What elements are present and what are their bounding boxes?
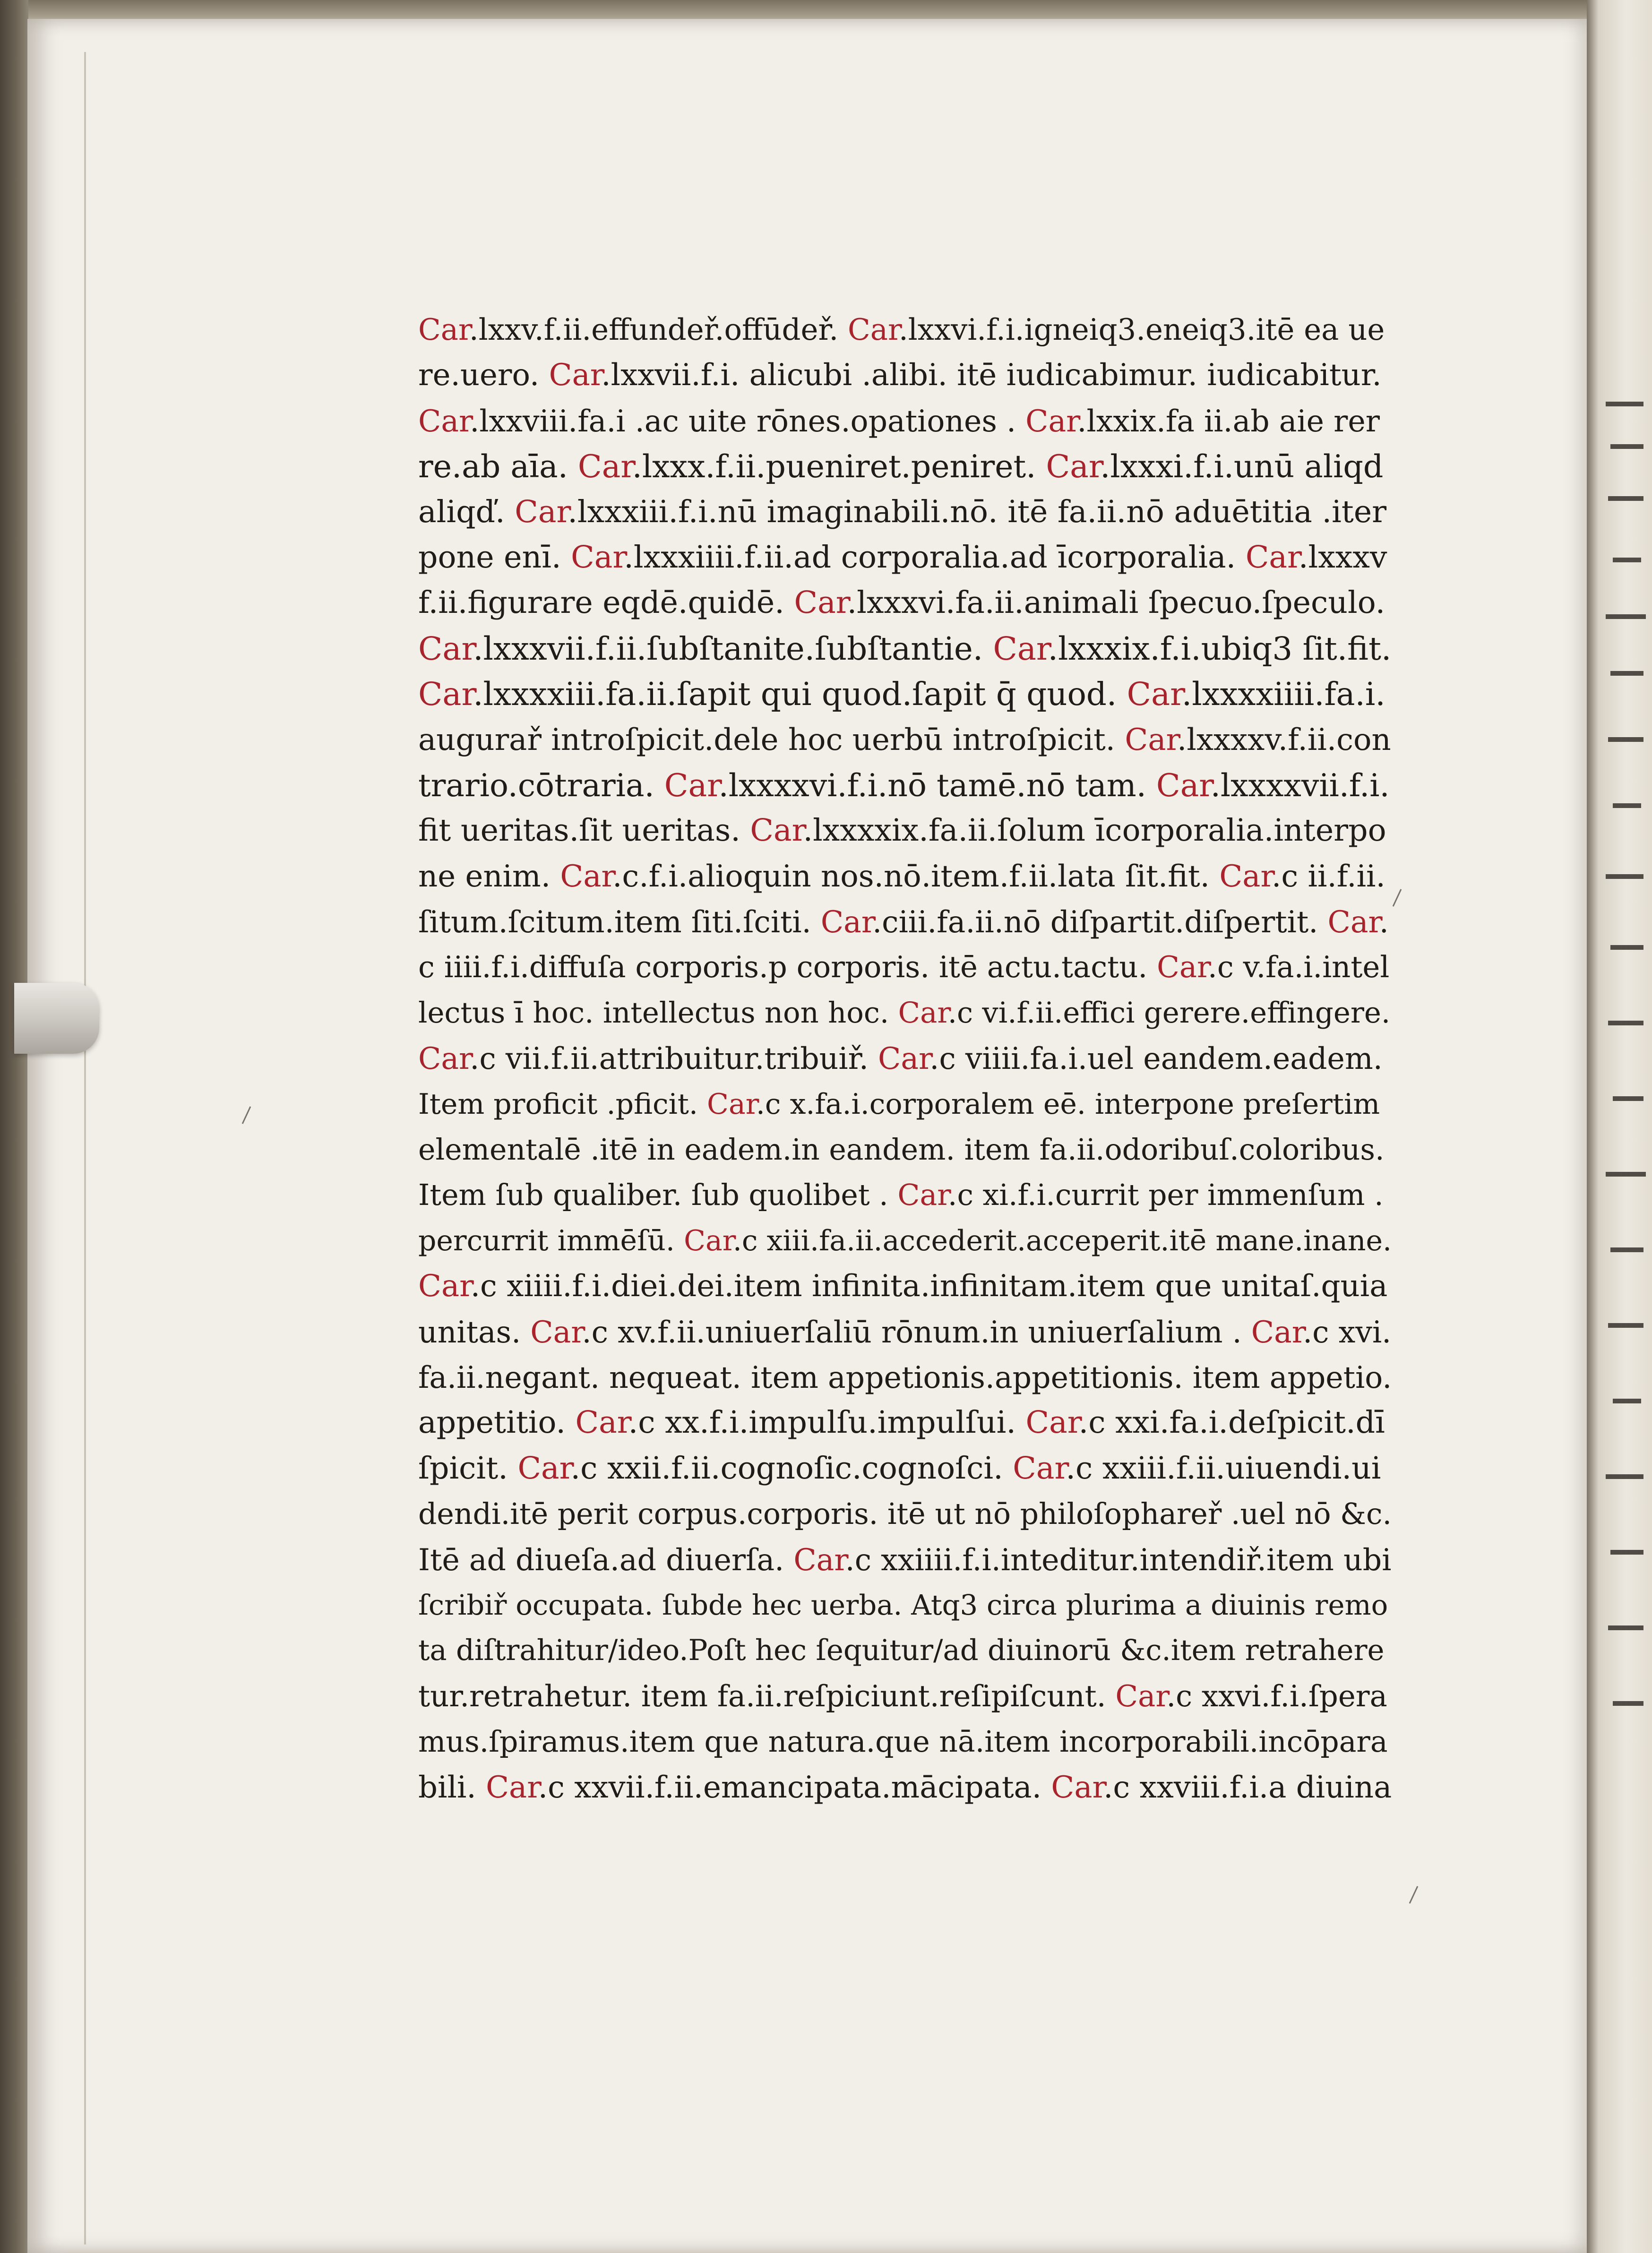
- rubric-marker: Car: [1157, 950, 1208, 985]
- text-line: appetitio. Car.c xx.f.i.impulſu.impulſui. Car.c xxi.fa.i.deſpicit.dī: [418, 1405, 1385, 1441]
- rubric-marker: Car: [1219, 859, 1272, 894]
- rubric-marker: Car: [560, 859, 613, 894]
- rubric-marker: Car: [575, 1405, 628, 1441]
- rubric-marker: Car: [530, 1314, 582, 1350]
- rubric-marker: Car: [549, 358, 602, 393]
- adjacent-page: [1587, 0, 1652, 2253]
- rubric-marker: Car: [486, 1770, 538, 1805]
- text-line: ta diſtrahitur/ideo.Poſt hec ſequitur/ad diuinorū &c.item retrahere: [418, 1634, 1385, 1668]
- rubric-marker: Car: [517, 1450, 571, 1486]
- show-through-mark: [1606, 614, 1646, 619]
- rubric-marker: Car: [793, 1542, 845, 1577]
- text-line: unitas. Car.c xv.f.ii.uniuerſaliū rōnum.in uniuerſalium . Car.c xvi.: [418, 1314, 1392, 1350]
- rubric-marker: Car: [1156, 766, 1211, 804]
- text-line: c iiii.f.i.diffuſa corporis.p corporis. itē actu.tactu. Car.c v.fa.i.intel: [418, 950, 1390, 985]
- rubric-marker: Car: [878, 1041, 930, 1076]
- text-line: ſitum.ſcitum.item ſiti.ſciti. Car.ciii.fa.ii.nō diſpartit.diſpertit. Car.: [418, 904, 1389, 940]
- rubric-marker: Car: [794, 585, 847, 621]
- rubric-marker: Car: [848, 312, 899, 347]
- text-line: augurař introſpicit.dele hoc uerbū introſpicit. Car.lxxxxv.f.ii.con: [418, 722, 1391, 757]
- text-line: re.ab aīa. Car.lxxx.f.ii.pueniret.peniret. Car.lxxxi.f.i.unū aliqd: [418, 448, 1384, 485]
- text-line: Item proficit .pficit. Car.c x.fa.i.corporalem eē. interpone preſertim: [418, 1087, 1380, 1121]
- page-edge-line: [84, 52, 86, 2244]
- rubric-marker: Car: [664, 766, 719, 804]
- show-through-mark: [1608, 1625, 1643, 1630]
- text-line: ſcribiř occupata. ſubde hec uerba. Atq3 circa plurima a diuinis remo: [418, 1588, 1388, 1621]
- show-through-mark: [1608, 1323, 1643, 1328]
- rubric-marker: Car: [684, 1224, 733, 1257]
- rubric-marker: Car: [1251, 1314, 1303, 1350]
- text-line: re.uero. Car.lxxvii.f.i. alicubi .alibi. itē iudicabimur. iudicabitur.: [418, 358, 1382, 393]
- show-through-mark: [1606, 1172, 1646, 1177]
- text-line: Itē ad diueſa.ad diuerſa. Car.c xxiiii.f.i.inteditur.intendiř.item ubi: [418, 1542, 1392, 1577]
- book-spine-edge: [0, 0, 28, 2253]
- rubric-marker: Car: [418, 676, 473, 713]
- text-line: Car.lxxviii.fa.i .ac uite rōnes.opationes . Car.lxxix.fa ii.ab aie rer: [418, 403, 1380, 439]
- text-line: trario.cōtraria. Car.lxxxxvi.f.i.nō tamē.nō tam. Car.lxxxxvii.f.i.: [418, 766, 1390, 804]
- text-line: fit ueritas.ſit ueritas. Car.lxxxxix.fa.ii.ſolum īcorporalia.interpo: [418, 813, 1386, 849]
- text-line: tur.retrahetur. item fa.ii.reſpiciunt.reſipiſcunt. Car.c xxvi.f.i.ſpera: [418, 1678, 1387, 1713]
- show-through-mark: [1608, 1021, 1643, 1025]
- text-line: elementalē .itē in eadem.in eandem. item fa.ii.odoribuſ.coloribus.: [418, 1133, 1385, 1167]
- show-through-mark: [1606, 1474, 1643, 1479]
- rubric-marker: Car: [750, 813, 803, 849]
- text-line: aliqď. Car.lxxxiii.f.i.nū imaginabili.nō. itē fa.ii.nō aduētitia .iter: [418, 494, 1387, 530]
- rubric-marker: Car: [897, 1178, 948, 1212]
- book-clasp: [14, 983, 99, 1054]
- text-line: Car.lxxv.f.ii.effundeř.offūdeř. Car.lxxvi.f.i.igneiq3.eneiq3.itē ea ue: [418, 312, 1385, 347]
- text-line: Car.c vii.f.ii.attribuitur.tribuiř. Car.c viiii.fa.i.uel eandem.eadem.: [418, 1041, 1383, 1076]
- rubric-marker: Car: [1245, 539, 1299, 575]
- show-through-mark: [1606, 874, 1643, 879]
- text-line: bili. Car.c xxvii.f.ii.emancipata.mācipata. Car.c xxviii.f.i.a diuina: [418, 1770, 1392, 1805]
- errata-text-block: [418, 307, 1392, 1810]
- rubric-marker: Car: [418, 630, 473, 667]
- show-through-mark: [1613, 803, 1641, 808]
- rubric-marker: Car: [707, 1087, 756, 1121]
- rubric-marker: Car: [1013, 1450, 1066, 1486]
- rubric-marker: Car: [418, 312, 469, 347]
- show-through-mark: [1608, 737, 1643, 742]
- rubric-marker: Car: [1127, 676, 1182, 713]
- rubric-marker: Car: [1125, 722, 1178, 757]
- show-through-mark: [1613, 1096, 1643, 1101]
- rubric-marker: Car: [993, 630, 1048, 667]
- show-through-mark: [1610, 1550, 1643, 1555]
- rubric-marker: Car: [577, 448, 632, 485]
- show-through-mark: [1610, 671, 1643, 676]
- show-through-mark: [1608, 496, 1643, 501]
- text-line: ſpicit. Car.c xxii.f.ii.cognoſic.cognoſci. Car.c xxiii.f.ii.uiuendi.ui: [418, 1450, 1381, 1486]
- rubric-marker: Car: [1115, 1678, 1167, 1713]
- text-line: Car.lxxxxiii.fa.ii.ſapit qui quod.ſapit q̄ quod. Car.lxxxxiiii.fa.i.: [418, 676, 1385, 713]
- text-line: percurrit immēſū. Car.c xiii.fa.ii.accederit.acceperit.itē mane.inane.: [418, 1224, 1392, 1257]
- text-line: mus.ſpiramus.item que natura.que nā.item incorporabili.incōpara: [418, 1725, 1388, 1759]
- show-through-mark: [1610, 945, 1643, 950]
- rubric-marker: Car: [820, 904, 873, 940]
- text-line: f.ii.figurare eqdē.quidē. Car.lxxxvi.fa.ii.animali ſpecuo.ſpeculo.: [418, 585, 1385, 621]
- text-line: pone enī. Car.lxxxiiii.f.ii.ad corporalia.ad īcorporalia. Car.lxxxv: [418, 539, 1387, 575]
- rubric-marker: Car: [515, 494, 568, 530]
- text-line: lectus ī hoc. intellectus non hoc. Car.c vi.f.ii.effici gerere.effingere.: [418, 996, 1391, 1030]
- rubric-marker: Car: [418, 1269, 471, 1304]
- rubric-marker: Car: [1046, 448, 1101, 485]
- text-line: dendi.itē perit corpus.corporis. itē ut nō philoſophareř .uel nō &c.: [418, 1497, 1392, 1531]
- show-through-mark: [1606, 402, 1643, 406]
- show-through-mark: [1613, 1399, 1641, 1403]
- show-through-mark: [1613, 1701, 1643, 1706]
- rubric-marker: Car: [418, 403, 470, 439]
- show-through-mark: [1610, 1247, 1643, 1252]
- text-line: ne enim. Car.c.f.i.alioquin nos.nō.item.f.ii.lata ſit.fit. Car.c ii.f.ii.: [418, 859, 1385, 894]
- text-line: fa.ii.negant. nequeat. item appetionis.appetitionis. item appetio.: [418, 1359, 1392, 1395]
- text-line: Car.lxxxvii.f.ii.ſubſtanite.ſubſtantie. Car.lxxxix.f.i.ubiq3 ſit.fit.: [418, 630, 1392, 667]
- rubric-marker: Car: [418, 1041, 470, 1076]
- rubric-marker: Car: [1025, 403, 1077, 439]
- show-through-mark: [1610, 444, 1643, 449]
- rubric-marker: Car: [1327, 904, 1379, 940]
- text-line: Item ſub qualiber. ſub quolibet . Car.c xi.f.i.currit per immenſum .: [418, 1178, 1384, 1212]
- text-line: Car.c xiiii.f.i.diei.dei.item infinita.infinitam.item que unitaſ.quia: [418, 1269, 1388, 1304]
- rubric-marker: Car: [1025, 1405, 1079, 1441]
- show-through-mark: [1613, 558, 1641, 562]
- rubric-marker: Car: [1051, 1770, 1104, 1805]
- rubric-marker: Car: [898, 996, 948, 1030]
- rubric-marker: Car: [571, 539, 624, 575]
